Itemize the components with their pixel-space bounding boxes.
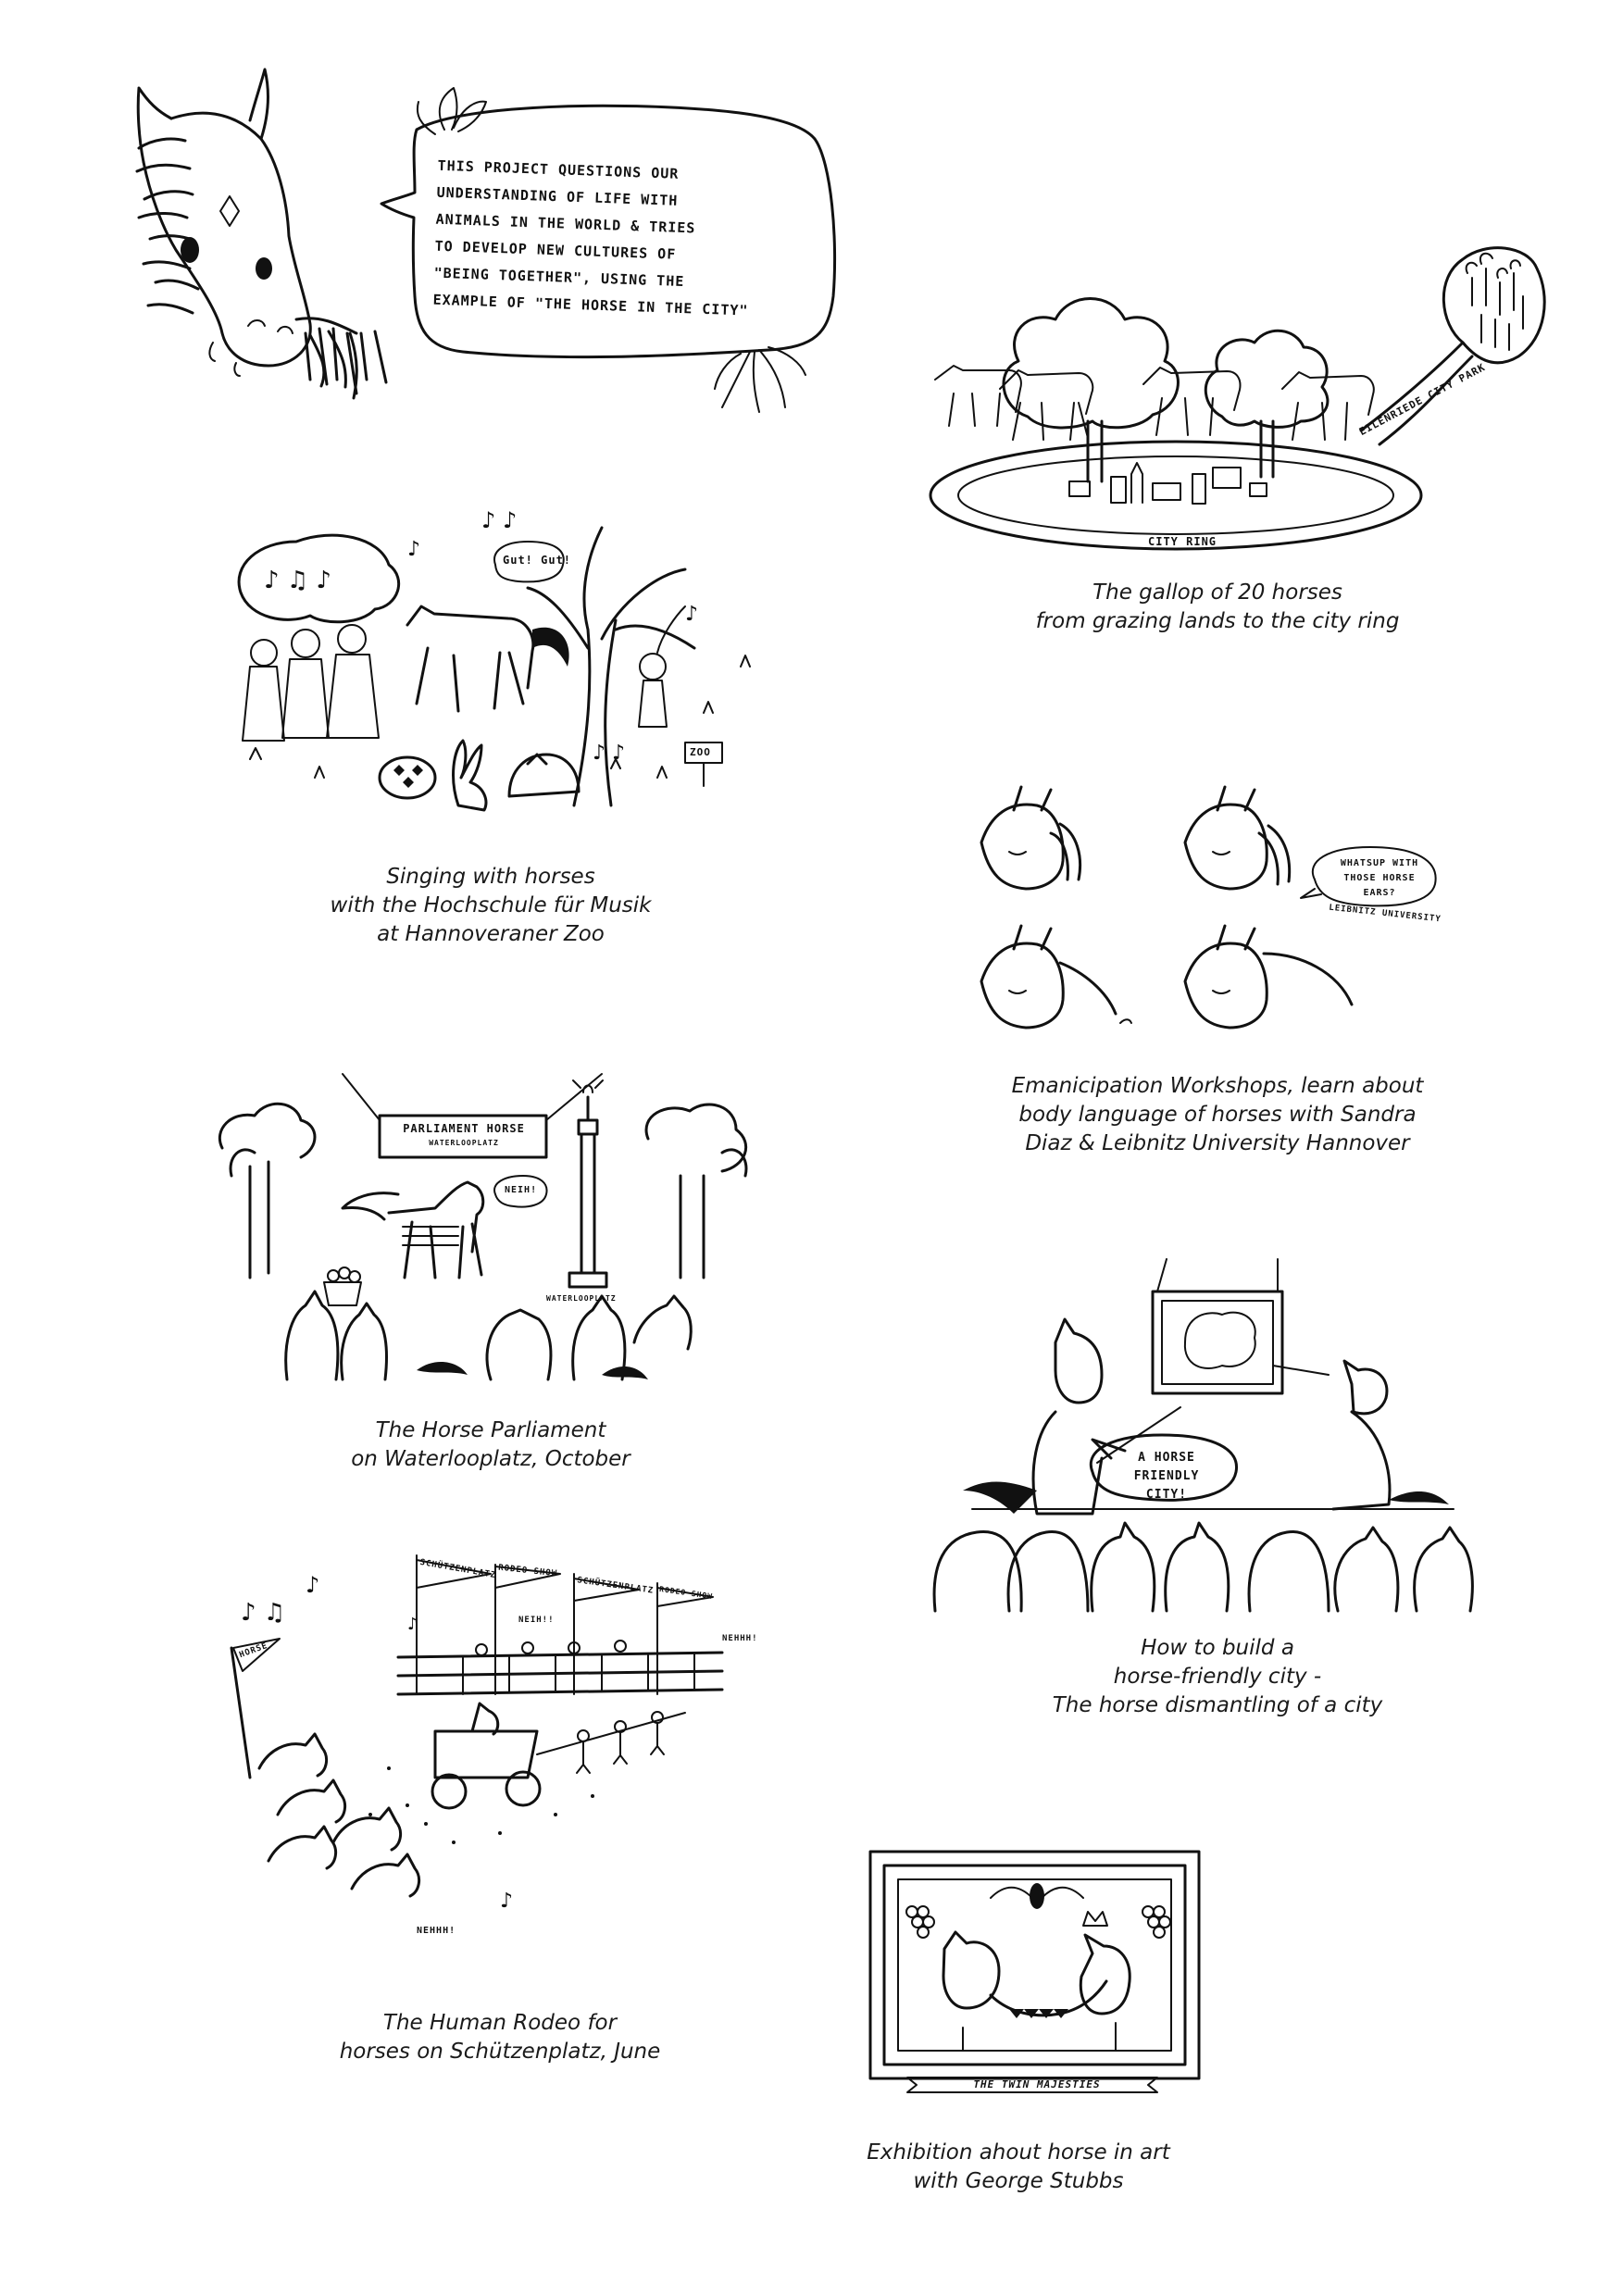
parliament-caption: [213, 1416, 768, 1474]
caption-line: The Horse Parliament: [375, 1418, 606, 1442]
intro-line: TO DEVELOP NEW CULTURES OF: [434, 237, 677, 263]
svg-text:♪ ♫ ♪: ♪ ♫ ♪: [264, 567, 332, 594]
svg-text:♪: ♪: [685, 603, 699, 626]
panel-parliament: [213, 1065, 768, 1472]
caption-line: from grazing lands to the city ring: [1035, 609, 1400, 633]
caption-line: with George Stubbs: [913, 2169, 1124, 2193]
svg-text:♪ ♫: ♪ ♫: [241, 1599, 286, 1627]
gallop-caption: [917, 579, 1518, 636]
caption-line: The Human Rodeo for: [382, 2011, 618, 2035]
gallop-label-city-ring: CITY RING: [1148, 535, 1217, 548]
panel-emancipation: [917, 768, 1518, 1176]
rodeo-label-nehhh-bottom: NEHHH!: [417, 1926, 456, 1936]
caption-line: Singing with horses: [386, 865, 595, 889]
rodeo-label-horse-flag: HORSE: [238, 1641, 269, 1661]
svg-text:♪: ♪: [500, 1890, 514, 1913]
rodeo-label-nehhh-right: NEHHH!: [722, 1634, 758, 1643]
singing-label-zoo: ZOO: [690, 746, 711, 758]
svg-text:♪: ♪: [407, 538, 421, 561]
intro-line: EXAMPLE OF "THE HORSE IN THE CITY": [432, 291, 749, 319]
panel-friendly-city: [917, 1259, 1518, 1741]
intro-bubble-text: [432, 153, 827, 328]
caption-line: horse-friendly city -: [1113, 1665, 1322, 1689]
exhibition-illustration: [852, 1842, 1315, 2111]
svg-text:♪: ♪: [407, 1615, 418, 1634]
caption-line: with the Hochschule für Musik: [330, 893, 652, 917]
singing-label-gut: Gut! Gut!: [503, 554, 572, 567]
parliament-illustration: [213, 1065, 768, 1389]
rodeo-flag-4: RODEO SHOW: [658, 1584, 714, 1602]
emancipation-caption: [917, 1072, 1518, 1158]
friendly-city-illustration: [917, 1259, 1518, 1611]
rodeo-flag-3: SCHÜTZENPLATZ: [576, 1576, 655, 1596]
caption-line: The horse dismantling of a city: [1052, 1693, 1383, 1717]
emancipation-label-university: LEIBNITZ UNIVERSITY: [1328, 903, 1442, 925]
caption-line: How to build a: [1141, 1636, 1294, 1660]
emancipation-bubble-text: WHATSUP WITH THOSE HORSE EARS?: [1340, 858, 1419, 898]
intro-line: ANIMALS IN THE WORLD & TRIES: [435, 210, 696, 237]
caption-line: Emanicipation Workshops, learn about: [1011, 1074, 1424, 1098]
parliament-banner-title: PARLIAMENT HORSE: [403, 1122, 525, 1135]
rodeo-illustration: [222, 1546, 778, 1944]
svg-text:♪: ♪: [306, 1572, 320, 1598]
intro-line: UNDERSTANDING OF LIFE WITH: [436, 183, 679, 209]
caption-line: on Waterlooplatz, October: [351, 1447, 630, 1471]
friendly-city-caption: [917, 1634, 1518, 1720]
rodeo-flag-1: SCHÜTZENPLATZ: [418, 1557, 497, 1581]
caption-line: at Hannoveraner Zoo: [377, 922, 605, 946]
parliament-banner-subtitle: WATERLOOPLATZ: [429, 1139, 499, 1147]
caption-line: Diaz & Leibnitz University Hannover: [1025, 1131, 1410, 1155]
svg-text:♪ ♪: ♪ ♪: [593, 742, 626, 765]
emancipation-illustration: [917, 768, 1518, 1037]
rodeo-caption: [222, 2009, 778, 2066]
svg-text:♪ ♪: ♪ ♪: [481, 507, 518, 533]
gallop-label-park: EILENRIEDE CITY PARK: [1356, 360, 1488, 439]
panel-rodeo: [222, 1546, 778, 2083]
panel-exhibition: [852, 1842, 1315, 2213]
parliament-label-column: WATERLOOPLATZ: [546, 1294, 617, 1303]
caption-line: body language of horses with Sandra: [1018, 1103, 1417, 1127]
rodeo-label-neih: NEIH!!: [518, 1616, 555, 1625]
intro-line: "BEING TOGETHER", USING THE: [433, 264, 685, 291]
caption-line: horses on Schützenplatz, June: [339, 2040, 661, 2064]
rodeo-flag-2: RODEO SHOW: [497, 1563, 558, 1579]
caption-line: The gallop of 20 horses: [1092, 580, 1342, 605]
exhibition-ribbon-label: THE TWIN MAJESTIES: [973, 2078, 1101, 2090]
parliament-label-neih: NEIH!: [505, 1185, 538, 1195]
friendly-city-bubble-text: A HORSE FRIENDLY CITY!: [1133, 1451, 1200, 1502]
singing-illustration: [222, 500, 759, 815]
singing-caption: [222, 863, 759, 949]
caption-line: Exhibition ahout horse in art: [867, 2140, 1170, 2165]
exhibition-caption: [824, 2139, 1213, 2196]
panel-gallop: [917, 231, 1518, 639]
intro-line: THIS PROJECT QUESTIONS OUR: [437, 156, 680, 182]
panel-singing: [222, 500, 759, 944]
